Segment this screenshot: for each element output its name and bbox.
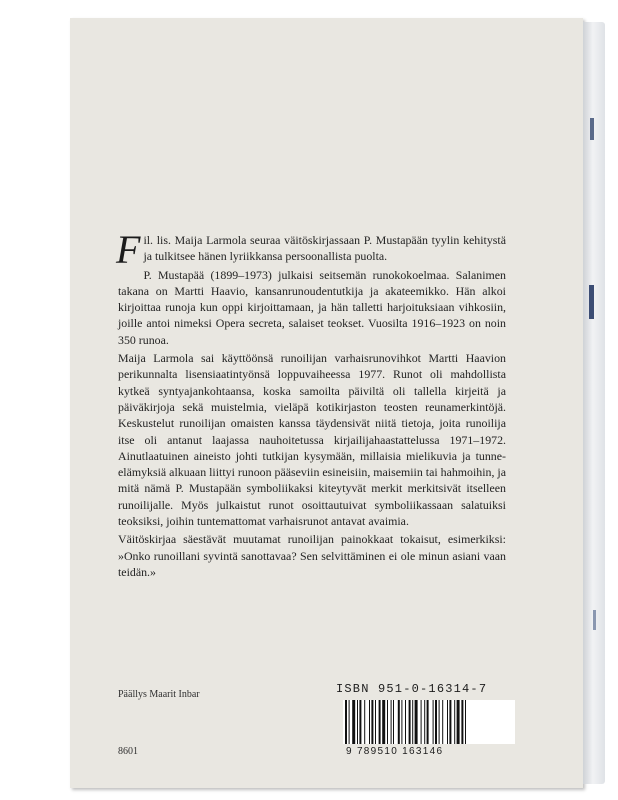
barcode-bar (449, 700, 451, 744)
barcode-bar (401, 700, 402, 744)
barcode-bar (398, 700, 400, 744)
barcode-bars (343, 700, 515, 744)
barcode (343, 700, 515, 744)
barcode-bar (405, 700, 406, 744)
barcode-bar (357, 700, 358, 744)
book-spine-edge (583, 22, 605, 784)
cover-design-credit: Päällys Maarit Inbar (118, 689, 200, 700)
barcode-bar (369, 700, 370, 744)
barcode-bar (393, 700, 394, 744)
barcode-bar (461, 700, 463, 744)
blurb-paragraph-1 (116, 227, 506, 272)
blurb-paragraph-2: P. Mustapää (1899–1973) julkaisi seitsemän runokokoelmaa. Salanimen takana on Martti Haavio, kansanrunoudentutkija ja akateemikko. Hän alkoi kirjoittaa runoja kun oppi kirjoittamaan, ja hän talletti harjoituksiaan vihkosiin, joille antoi nimeksi Opera secreta, salaiset teokset. Vuosilta 1916–1923 on noin 350 runoa. (118, 267, 506, 347)
barcode-bar (412, 700, 413, 744)
barcode-bar (375, 700, 376, 744)
barcode-bar (415, 700, 418, 744)
barcode-number: 9 789510 163146 (346, 746, 444, 757)
isbn-label: ISBN 951-0-16314-7 (336, 682, 488, 696)
barcode-bar (345, 700, 347, 744)
barcode-bar (359, 700, 361, 744)
drop-cap: F (116, 227, 141, 272)
barcode-bar (382, 700, 385, 744)
barcode-bar (447, 700, 448, 744)
barcode-bar (379, 700, 381, 744)
barcode-bar (387, 700, 388, 744)
barcode-bar (409, 700, 411, 744)
spine-logo-fragment (593, 610, 596, 630)
barcode-bar (349, 700, 350, 744)
barcode-bar (439, 700, 440, 744)
spine-title-fragment (590, 118, 594, 140)
barcode-bar (391, 700, 392, 744)
product-code: 8601 (118, 746, 138, 757)
blurb-paragraph-1-text: il. lis. Maija Larmola seuraa väitöskirjassaan P. Mustapään tyylin kehitystä ja tulkitsee hänen lyriikkansa persoonallista puolta. (143, 233, 506, 264)
blurb-text (116, 227, 507, 580)
barcode-bar (433, 700, 434, 744)
barcode-bar (427, 700, 429, 744)
barcode-bar (454, 700, 455, 744)
barcode-bar (364, 700, 365, 744)
barcode-bar (371, 700, 373, 744)
barcode-bar (424, 700, 425, 744)
blurb-paragraph-3: Maija Larmola sai käyttöönsä runoilijan varhaisrunovihkot Martti Haavion perikunnalta lisensiaatintyönsä loppuvaiheessa 1977. Runot oli mahdollista kytkeä syntyajankohtaansa, koska samoilta päiviltä oli tallella kirjeitä ja päiväkirjoja sekä muistelmia, vieläpä kotikirjaston teosten reunamerkintöjä. Keskustelut runoilijan omaisten kanssa täydensivät niitä tietoja, joita runoilija itse oli antanut laajassa nauhoitetussa kirjailijahaastattelussa 1971–1972. Ainutlaatuinen aineisto johti tutkijan kysymään, millaisia mielikuvia ja tunne-elämyksiä alkuaan liittyi runoon pääseviin esineisiin, maisemiin tai hahmoihin, ja mitä nämä P. Mustapään symboliikaksi kiteytyvät merkit merkitsivät itselleen runoilijalle. Myös julkaistut runot osoittautuivat symboliikassaan salatuiksi teoksiksi, joihin tuntemattomat varhaisrunot antavat avaimia. (118, 351, 507, 529)
barcode-bar (435, 700, 437, 744)
barcode-bar (442, 700, 443, 744)
barcode-bar (421, 700, 422, 744)
barcode-bar (457, 700, 460, 744)
spine-author-fragment (589, 285, 594, 319)
barcode-bar (352, 700, 355, 744)
blurb-paragraph-4: Väitöskirjaa säestävät muutamat runoilijan painokkaat tokaisut, esimerkiksi: »Onko runoillani syvintä sanottavaa? Sen selvittäminen ei ole minun asiani vaan teidän.» (118, 532, 506, 579)
barcode-bar (465, 700, 466, 744)
